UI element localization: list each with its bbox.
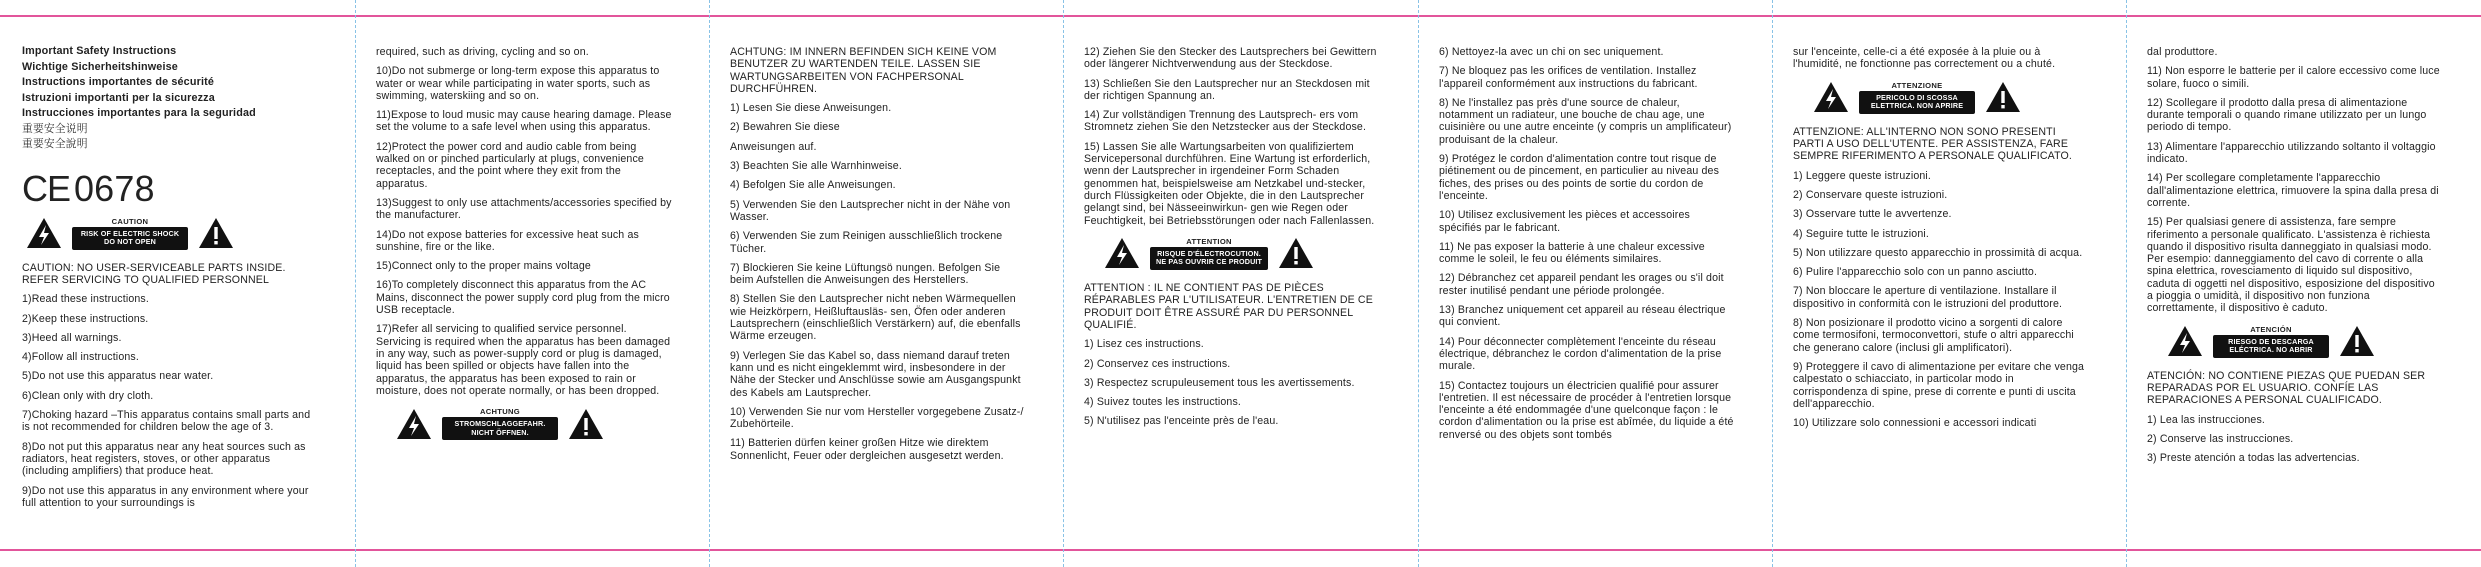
caution-title: CAUTION bbox=[111, 216, 149, 226]
paragraph: ATTENZIONE: ALL'INTERNO NON SONO PRESENTI PARTI A USO DELL'UTENTE. PER ASSISTENZA, FARE SEMPRE RIFERIMENTO A PERSONALE QUALIFICATO. bbox=[1793, 125, 2073, 163]
exclamation-icon bbox=[2339, 325, 2375, 357]
paragraph: 13)Suggest to only use attachments/accessories specified by the manufacturer. bbox=[376, 196, 672, 222]
paragraph: 5) Verwenden Sie den Lautsprecher nicht in der Nähe von Wasser. bbox=[730, 198, 1011, 223]
caution-label bbox=[2167, 325, 2443, 358]
paragraph: 4) Seguire tutte le istruzioni. bbox=[1793, 227, 1929, 240]
caution-label bbox=[1104, 237, 1380, 270]
paragraph: 15)Connect only to the proper mains voltage bbox=[376, 260, 591, 273]
caution-line: NE PAS OUVRIR CE PRODUIT bbox=[1156, 257, 1263, 267]
fold-line bbox=[2126, 0, 2127, 567]
title-zh-cn: 重要安全说明 bbox=[22, 122, 88, 135]
exclamation-icon bbox=[198, 217, 234, 249]
paragraph: 2) Conservez ces instructions. bbox=[1084, 357, 1231, 370]
paragraph: 6) Pulire l'apparecchio solo con un panno asciutto. bbox=[1793, 266, 2038, 279]
caution-line: PERICOLO DI SCOSSA bbox=[1876, 92, 1958, 102]
paragraph: 12)Protect the power cord and audio cable from being walked on or pinched particularly at plugs, convenience receptacles, and the point where they exit from the apparatus. bbox=[376, 140, 644, 190]
panel-7 bbox=[2147, 46, 2443, 542]
paragraph: 12) Scollegare il prodotto dalla presa di alimentazione durante temporali o quando rimane utilizzato per un lungo periodo di tempo. bbox=[2147, 96, 2427, 134]
paragraph: 12) Ziehen Sie den Stecker des Lautsprechers bei Gewittern oder längerer Nichtverwendung aus der Steckdose. bbox=[1084, 46, 1377, 71]
title-de: Wichtige Sicherheitshinweise bbox=[22, 60, 178, 73]
caution-line: ELÉCTRICA. NO ABRIR bbox=[2229, 345, 2313, 355]
paragraph: 3) Beachten Sie alle Warnhinweise. bbox=[730, 160, 902, 173]
caution-label bbox=[26, 217, 318, 250]
paragraph: 7) Ne bloquez pas les orifices de ventilation. Installez l'appareil conformément aux instructions du fabricant. bbox=[1439, 65, 1698, 90]
caution-box bbox=[1150, 237, 1268, 270]
paragraph: 4) Befolgen Sie alle Anweisungen. bbox=[730, 179, 896, 192]
caution-title: ATTENZIONE bbox=[1891, 80, 1943, 90]
paragraph: sur l'enceinte, celle-ci a été exposée à la pluie ou à l'humidité, ne fonctionne pas correctement ou a chuté. bbox=[1793, 46, 2056, 71]
caution-line: STROMSCHLAGGEFAHR. bbox=[454, 419, 546, 429]
paragraph: 11)Expose to loud music may cause hearing damage. Please set the volume to a safe level when using this apparatus. bbox=[376, 109, 672, 134]
paragraph: 2) Conserve las instrucciones. bbox=[2147, 433, 2294, 446]
caution-title: ATENCIÓN bbox=[2250, 324, 2292, 334]
caution-label bbox=[1813, 81, 2089, 114]
paragraph: 13) Schließen Sie den Lautsprecher nur an Steckdosen mit der richtigen Spannung an. bbox=[1084, 77, 1370, 102]
fold-line bbox=[1063, 0, 1064, 567]
caution-band bbox=[2213, 335, 2329, 358]
ce-mark-icon: CE bbox=[22, 167, 71, 209]
paragraph: 5) N'utilisez pas l'enceinte près de l'eau. bbox=[1084, 415, 1279, 428]
paragraph: 1) Leggere queste istruzioni. bbox=[1793, 169, 1932, 182]
paragraph: 15) Per qualsiasi genere di assistenza, fare sempre riferimento a personale qualificato. L'assistenza è richiesta quando il dispositivo risulta danneggiato in qualsiasi modo. Per esempio: danneggiamento del cavo di corrente o alla spina elettrica, rovesciamento di liquido sul dispositivo, caduta di oggetti nel dispositivo, esposizione del dispositivo a pioggia o umidità, il dispositivo non funziona correttamente, il dispositivo è caduto. bbox=[2147, 216, 2435, 315]
panel-3 bbox=[730, 46, 1026, 542]
caution-line: RIESGO DE DESCARGA bbox=[2228, 336, 2314, 346]
paragraph: 4)Follow all instructions. bbox=[22, 351, 139, 364]
paragraph: 9)Do not use this apparatus in any environment where your full attention to your surroundings is bbox=[22, 484, 309, 509]
paragraph: 3)Heed all warnings. bbox=[22, 331, 122, 344]
paragraph: 7)Choking hazard –This apparatus contains small parts and is not recommended for children below the age of 3. bbox=[22, 409, 311, 434]
fold-line bbox=[355, 0, 356, 567]
paragraph: 10)Do not submerge or long-term expose this apparatus to water or wear while participating in water sports, such as swimming, waterskiing and so on. bbox=[376, 65, 660, 102]
fold-line bbox=[1772, 0, 1773, 567]
paragraph: 12) Débranchez cet appareil pendant les orages ou s'il doit rester inutilisé pendant une période prolongée. bbox=[1439, 272, 1724, 297]
paragraph: 1) Lesen Sie diese Anweisungen. bbox=[730, 102, 892, 115]
paragraph: 9) Verlegen Sie das Kabel so, dass niemand darauf treten kann und es nicht eingeklemmt wird, insbesondere in der Nähe der Stecker und Anschlüsse sowie am Ausgangspunkt des Kabels am Lautsprecher. bbox=[730, 349, 1021, 399]
paragraph: 14)Do not expose batteries for excessive heat such as sunshine, fire or the like. bbox=[376, 228, 639, 253]
exclamation-icon bbox=[568, 408, 604, 440]
paragraph: 15) Contactez toujours un électricien qualifié pour assurer l'entretien. Il est nécessaire de procéder à l'entretien lorsque l'enceinte a été endommagée d'une quelconque façon : le cordon d'alimentation ou la prise est abîmée, du liquide a été renversé ou des objets sont tombés bbox=[1439, 379, 1734, 441]
caution-box bbox=[72, 217, 188, 250]
paragraph: dal produttore. bbox=[2147, 46, 2218, 58]
paragraph: 3) Preste atención a todas las advertencias. bbox=[2147, 452, 2360, 465]
paragraph: 2) Conservare queste istruzioni. bbox=[1793, 188, 1948, 201]
paragraph: 7) Blockieren Sie keine Lüftungsö nungen. Befolgen Sie beim Aufstellen die Anweisungen des Herstellers. bbox=[730, 261, 1001, 287]
paragraph: 5) Non utilizzare questo apparecchio in prossimità di acqua. bbox=[1793, 246, 2083, 259]
title-it: Istruzioni importanti per la sicurezza bbox=[22, 91, 215, 104]
caution-label bbox=[396, 407, 672, 440]
paragraph: 11) Non esporre le batterie per il calore eccessivo come luce solare, fuoco o simili. bbox=[2147, 65, 2440, 90]
paragraph: 9) Proteggere il cavo di alimentazione per evitare che venga calpestato o schiacciato, in particolar modo in corrispondenza di spine, prese di corrente e punti di uscita dell'apparecchio. bbox=[1793, 360, 2085, 410]
paragraph: 8)Do not put this apparatus near any heat sources such as radiators, heat registers, stoves, or other apparatus (including amplifiers) that produce heat. bbox=[22, 440, 306, 478]
electric-shock-icon bbox=[396, 408, 432, 440]
caution-line: RISQUE D'ÉLECTROCUTION. bbox=[1157, 248, 1261, 258]
ce-number: 0678 bbox=[74, 167, 155, 209]
caution-box bbox=[2213, 325, 2329, 358]
paragraph: 7) Non bloccare le aperture di ventilazione. Installare il dispositivo in conformità con le istruzioni del produttore. bbox=[1793, 285, 2063, 310]
electric-shock-icon bbox=[1104, 237, 1140, 269]
caution-line: NICHT ÖFFNEN. bbox=[471, 427, 529, 437]
paragraph: 8) Non posizionare il prodotto vicino a sorgenti di calore come termosifoni, termoconvettori, stufe o altri apparecchi che generano calore (inclusi gli amplificatori). bbox=[1793, 317, 2074, 354]
caution-band bbox=[1859, 91, 1975, 114]
paragraph: 2)Keep these instructions. bbox=[22, 312, 149, 325]
paragraph: 17)Refer all servicing to qualified service personnel. Servicing is required when the apparatus has been damaged in any way, such as power-supply cord or plug is damaged, liquid has been spilled or objects have fallen into the apparatus, the apparatus has been exposed to rain or moisture, does not operate normally, or has been dropped. bbox=[376, 323, 671, 397]
paragraph: 10) Utilizzare solo connessioni e accessori indicati bbox=[1793, 417, 2037, 430]
caution-line: DO NOT OPEN bbox=[104, 237, 156, 247]
paragraph: 1) Lisez ces instructions. bbox=[1084, 338, 1204, 351]
paragraph: 11) Ne pas exposer la batterie à une chaleur excessive comme le soleil, le feu ou éléments similaires. bbox=[1439, 240, 1705, 266]
exclamation-icon bbox=[1278, 237, 1314, 269]
paragraph: 13) Branchez uniquement cet appareil au réseau électrique qui convient. bbox=[1439, 304, 1726, 329]
title-es: Instrucciones importantes para la seguridad bbox=[22, 107, 256, 119]
paragraph: 4) Suivez toutes les instructions. bbox=[1084, 396, 1242, 409]
caution-line: RISK OF ELECTRIC SHOCK bbox=[80, 228, 180, 238]
paragraph: 8) Ne l'installez pas près d'une source de chaleur, notamment un radiateur, une bouche de chau age, une cuisinière ou une autre enceinte (y compris un amplificateur) produisant de la chaleur. bbox=[1439, 96, 1732, 146]
caution-title: ATTENTION bbox=[1186, 236, 1232, 246]
paragraph: 15) Lassen Sie alle Wartungsarbeiten von qualifiziertem Servicepersonal durchführen. Eine Wartung ist erforderlich, wenn der Lautsprecher in irgendeiner Form Schaden genommen hat, beispielsweise am Netzkabel und-stecker, durch Flüssigkeiten oder Objekte, die in den Lautsprecher gelangt sind, bei Nässeeinwirkun- gen wie Regen oder Feuchtigkeit, bei Betriebsstörungen oder nach Fallenlassen. bbox=[1084, 140, 1375, 227]
paragraph: Anweisungen auf. bbox=[730, 140, 817, 153]
electric-shock-icon bbox=[2167, 325, 2203, 357]
caution-box bbox=[1859, 81, 1975, 114]
paragraph: 6) Verwenden Sie zum Reinigen ausschließlich trockene Tücher. bbox=[730, 230, 1003, 255]
title-en: Important Safety Instructions bbox=[22, 45, 177, 57]
paragraph: 3) Osservare tutte le avvertenze. bbox=[1793, 208, 1952, 221]
panel-5 bbox=[1439, 46, 1735, 542]
paragraph: 9) Protégez le cordon d'alimentation contre tout risque de piétinement ou de pincement, en particulier au niveau des fiches, des prises ou des points de sortie du cordon de l'enceinte. bbox=[1439, 153, 1720, 202]
paragraph: CAUTION: NO USER-SERVICEABLE PARTS INSIDE. REFER SERVICING TO QUALIFIED PERSONNEL bbox=[22, 261, 286, 286]
paragraph: 8) Stellen Sie den Lautsprecher nicht neben Wärmequellen wie Heizkörpern, Heißluftausläs- sen, Öfen oder anderen Lautsprechern (einschließlich Verstärkern) auf, die ebenfalls Wärme erzeugen. bbox=[730, 293, 1021, 343]
caution-band bbox=[1150, 247, 1268, 270]
paragraph: 5)Do not use this apparatus near water. bbox=[22, 370, 214, 383]
top-border bbox=[0, 15, 2481, 17]
electric-shock-icon bbox=[1813, 81, 1849, 113]
caution-line: ELETTRICA. NON APRIRE bbox=[1870, 101, 1964, 111]
fold-line bbox=[709, 0, 710, 567]
paragraph: 2) Bewahren Sie diese bbox=[730, 121, 840, 134]
ce-certification bbox=[22, 167, 318, 209]
paragraph: 13) Alimentare l'apparecchio utilizzando soltanto il voltaggio indicato. bbox=[2147, 140, 2436, 166]
fold-line bbox=[1418, 0, 1419, 567]
caution-band bbox=[442, 417, 558, 440]
paragraph: ATENCIÓN: NO CONTIENE PIEZAS QUE PUEDAN SER REPARADAS POR EL USUARIO. CONFÍE LAS REPARACIONES A PERSONAL CUALIFICADO. bbox=[2147, 369, 2426, 407]
paragraph: 6) Nettoyez-la avec un chi on sec uniquement. bbox=[1439, 46, 1664, 58]
paragraph: 10) Utilisez exclusivement les pièces et accessoires spécifiés par le fabricant. bbox=[1439, 209, 1690, 234]
panel-6 bbox=[1793, 46, 2089, 542]
paragraph: 14) Per scollegare completamente l'apparecchio dall'alimentazione elettrica, rimuovere la spina dalla presa di corrente. bbox=[2147, 172, 2439, 209]
panel-4 bbox=[1084, 46, 1380, 542]
paragraph: 14) Pour déconnecter complètement l'enceinte du réseau électrique, débranchez le cordon d'alimentation de la prise murale. bbox=[1439, 335, 1722, 373]
paragraph: 3) Respectez scrupuleusement tous les avertissements. bbox=[1084, 376, 1355, 389]
panel-1 bbox=[22, 44, 318, 540]
paragraph: ATTENTION : IL NE CONTIENT PAS DE PIÈCES RÉPARABLES PAR L'UTILISATEUR. L'ENTRETIEN DE CE PRODUIT DOIT ÊTRE ASSURÉ PAR DU PERSONNEL QUALIFIÉ. bbox=[1084, 282, 1373, 331]
electric-shock-icon bbox=[26, 217, 62, 249]
paragraph: 6)Clean only with dry cloth. bbox=[22, 389, 154, 402]
paragraph: ACHTUNG: IM INNERN BEFINDEN SICH KEINE VOM BENUTZER ZU WARTENDEN TEILE. LASSEN SIE WARTUNGSARBEITEN VON FACHPERSONAL DURCHFÜHREN. bbox=[730, 46, 997, 95]
paragraph: 16)To completely disconnect this apparatus from the AC Mains, disconnect the power supply cord plug from the micro USB receptacle. bbox=[376, 279, 670, 317]
exclamation-icon bbox=[1985, 81, 2021, 113]
bottom-border bbox=[0, 549, 2481, 551]
paragraph: required, such as driving, cycling and so on. bbox=[376, 46, 589, 58]
caution-band bbox=[72, 227, 188, 250]
paragraph: 11) Batterien dürfen keiner großen Hitze wie direktem Sonnenlicht, Feuer oder dergleichen ausgesetzt werden. bbox=[730, 437, 1004, 462]
paragraph: 1)Read these instructions. bbox=[22, 293, 149, 306]
caution-box bbox=[442, 407, 558, 440]
title-zh-tw: 重要安全說明 bbox=[22, 138, 88, 150]
paragraph: 1) Lea las instrucciones. bbox=[2147, 413, 2265, 426]
paragraph: 14) Zur vollständigen Trennung des Lautsprech- ers vom Stromnetz ziehen Sie den Netzstecker aus der Steckdose. bbox=[1084, 109, 1367, 134]
caution-title: ACHTUNG bbox=[479, 407, 521, 417]
panel-2 bbox=[376, 46, 672, 542]
paragraph: 10) Verwenden Sie nur vom Hersteller vorgegebene Zusatz-/ Zubehörteile. bbox=[730, 405, 1024, 431]
title-fr: Instructions importantes de sécurité bbox=[22, 76, 214, 88]
